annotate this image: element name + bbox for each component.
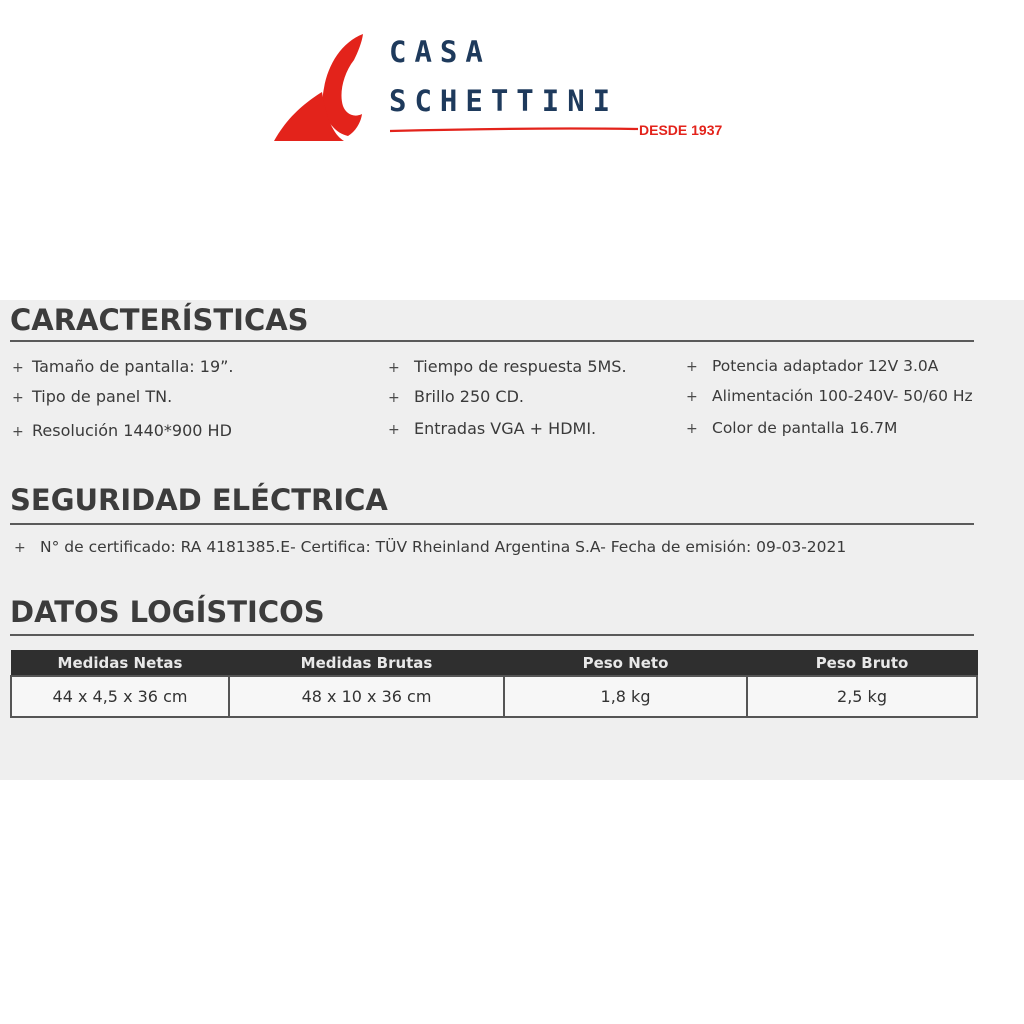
spec-text: Brillo 250 CD. xyxy=(414,387,524,406)
plus-icon: + xyxy=(12,424,24,440)
spec-text: Alimentación 100-240V- 50/60 Hz xyxy=(712,387,973,405)
spec-item xyxy=(686,421,897,437)
spec-item xyxy=(12,359,234,375)
certificate-item xyxy=(14,540,846,556)
plus-icon: + xyxy=(12,390,24,406)
cell-medidas-brutas: 48 x 10 x 36 cm xyxy=(229,676,504,717)
spec-item xyxy=(388,389,524,405)
certificate-text: N° de certificado: RA 4181385.E- Certifica: TÜV Rheinland Argentina S.A- Fecha de emisión: 09-03-2021 xyxy=(40,538,847,556)
spec-text: Color de pantalla 16.7M xyxy=(712,419,898,437)
header-peso-neto: Peso Neto xyxy=(504,650,747,676)
logistica-title: DATOS LOGÍSTICOS xyxy=(10,595,325,629)
spec-item xyxy=(388,359,627,375)
spec-text: Potencia adaptador 12V 3.0A xyxy=(712,357,939,375)
spec-item xyxy=(12,389,172,405)
brand-name-line-2: SCHETTINI xyxy=(389,84,619,118)
cell-peso-neto: 1,8 kg xyxy=(504,676,747,717)
plus-icon: + xyxy=(686,359,698,375)
plus-icon: + xyxy=(12,360,24,376)
cell-medidas-netas: 44 x 4,5 x 36 cm xyxy=(11,676,229,717)
plus-icon: + xyxy=(686,421,698,437)
plus-icon: + xyxy=(388,360,400,376)
spec-item xyxy=(686,389,973,405)
spec-item xyxy=(388,421,596,437)
brand-name-line-1: CASA xyxy=(389,35,491,69)
plus-icon: + xyxy=(388,390,400,406)
section-divider xyxy=(10,634,974,636)
spec-text: Tipo de panel TN. xyxy=(32,387,173,406)
spec-text: Resolución 1440*900 HD xyxy=(32,421,232,440)
section-divider xyxy=(10,340,974,342)
table-header-row xyxy=(11,650,977,676)
logistics-table xyxy=(10,650,978,718)
specs-panel xyxy=(0,300,1024,780)
plus-icon: + xyxy=(14,540,26,556)
header-medidas-brutas: Medidas Brutas xyxy=(229,650,504,676)
plus-icon: + xyxy=(388,422,400,438)
section-divider xyxy=(10,523,974,525)
spec-text: Tamaño de pantalla: 19”. xyxy=(32,357,234,376)
caracteristicas-title: CARACTERÍSTICAS xyxy=(10,303,309,337)
cell-peso-bruto: 2,5 kg xyxy=(747,676,977,717)
brand-tagline: DESDE 1937 xyxy=(639,122,723,138)
casa-schettini-logo xyxy=(270,30,750,150)
table-row xyxy=(11,676,977,717)
spec-item xyxy=(686,359,938,375)
plus-icon: + xyxy=(686,389,698,405)
spec-text: Entradas VGA + HDMI. xyxy=(414,419,597,438)
seguridad-title: SEGURIDAD ELÉCTRICA xyxy=(10,483,388,517)
spec-item xyxy=(12,423,232,439)
header-medidas-netas: Medidas Netas xyxy=(11,650,229,676)
header-peso-bruto: Peso Bruto xyxy=(747,650,977,676)
spec-text: Tiempo de respuesta 5MS. xyxy=(414,357,627,376)
